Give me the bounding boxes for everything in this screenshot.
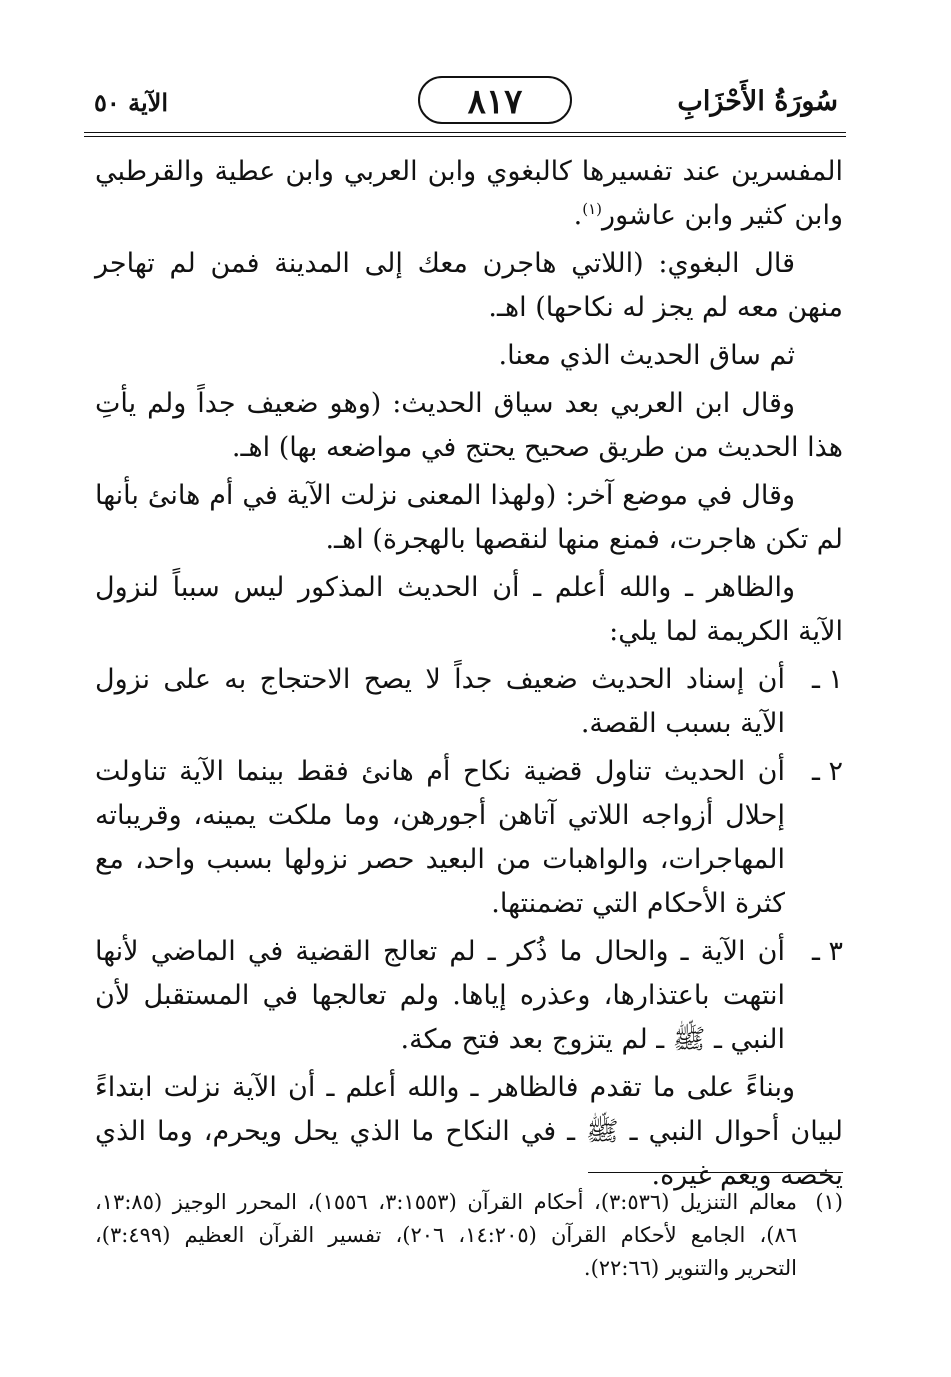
paragraph-5: وقال في موضع آخر: (ولهذا المعنى نزلت الآية في أم هانئ بأنها لم تكن هاجرت، فمنع منها لنقصها بالهجرة) اهـ. (95, 480, 843, 555)
footnote-text: معالم التنزيل (٣:٥٣٦)، أحكام القرآن (٣:١٥٥٣، ١٥٥٦)، المحرر الوجيز (١٣:٨٥، ٨٦)، الجامع لأحكام القرآن (١٤:٢٠٥، ٢٠٦)، تفسير القرآن العظيم (٣:٤٩٩)، التحرير والتنوير (٢٢:٦٦). (95, 1190, 798, 1280)
paragraph-1-text: المفسرين عند تفسيرها كالبغوي وابن العربي وابن عطية والقرطبي وابن كثير وابن عاشور (95, 156, 843, 231)
list-item-number: ١ ـ (811, 664, 843, 695)
footnote-ref-1[interactable]: (١) (582, 200, 603, 218)
page-number: ٨١٧ (418, 76, 572, 124)
body-text (95, 150, 843, 1202)
list-item-number: ٢ ـ (811, 756, 843, 787)
footnote-separator (588, 1172, 843, 1173)
list-item-text: أن الآية ـ والحال ما ذُكر ـ لم تعالج القضية في الماضي لأنها انتهت باعتذارها، وعذره إياها. ولم تعالجها في المستقبل لأن النبي ـ ﷺ ـ لم يتزوج بعد فتح مكة. (95, 936, 785, 1055)
list-item (95, 750, 843, 926)
header-rule (84, 132, 846, 137)
surah-title: سُورَةُ الأَحْزَابِ (677, 86, 838, 117)
paragraph-4: وقال ابن العربي بعد سياق الحديث: (وهو ضعيف جداً ولم يأتِ هذا الحديث من طريق صحيح يحتج في مواضعه بها) اهـ. (95, 388, 843, 463)
paragraph-1 (95, 150, 843, 238)
paragraph-2: قال البغوي: (اللاتي هاجرن معك إلى المدينة فمن لم تهاجر منهن معه لم يجز له نكاحها) اهـ. (95, 248, 843, 323)
paragraph-3: ثم ساق الحديث الذي معنا. (498, 340, 795, 371)
list-item-number: ٣ ـ (811, 936, 843, 967)
footnotes (95, 1186, 843, 1285)
footnote (95, 1186, 843, 1285)
paragraph-1-tail: . (573, 200, 583, 231)
list-item (95, 658, 843, 746)
footnote-number: (١) (815, 1190, 843, 1214)
paragraph-6: والظاهر ـ والله أعلم ـ أن الحديث المذكور ليس سبباً لنزول الآية الكريمة لما يلي: (95, 572, 843, 647)
page-header (80, 70, 850, 150)
list-item-text: أن الحديث تناول قضية نكاح أم هانئ فقط بينما الآية تناولت إحلال أزواجه اللاتي آتاهن أجورهن، وما ملكت يمينه، وقريباته المهاجرات، والواهبات من البعيد حصر نزولها بسبب واحد، مع كثرة الأحكام التي تضمنتها. (95, 756, 785, 919)
paragraph-7: وبناءً على ما تقدم فالظاهر ـ والله أعلم ـ أن الآية نزلت ابتداءً لبيان أحوال النبي ـ ﷺ ـ في النكاح ما الذي يحل ويحرم، وما الذي يخصه ويعم غيره. (95, 1072, 843, 1191)
verse-label: الآية ٥٠ (94, 88, 169, 117)
list-item (95, 930, 843, 1062)
list-item-text: أن إسناد الحديث ضعيف جداً لا يصح الاحتجاج به على نزول الآية بسبب القصة. (95, 664, 785, 739)
